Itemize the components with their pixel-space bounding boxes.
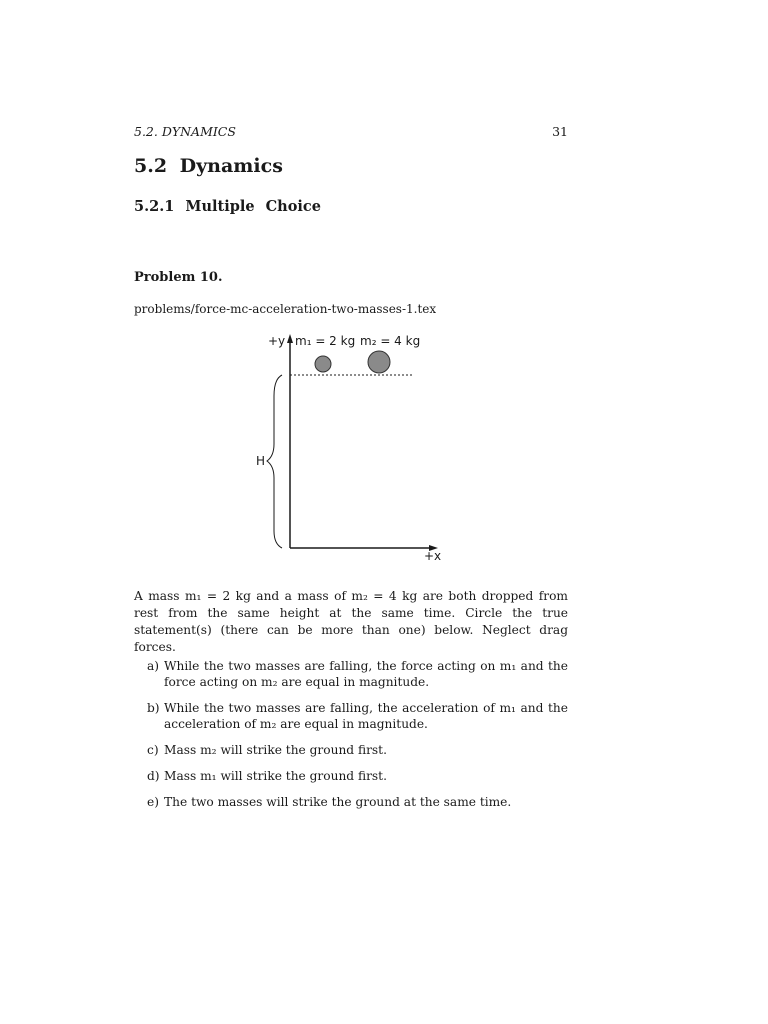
choice-d	[134, 768, 568, 784]
section-title: 5.2 Dynamics	[134, 155, 283, 177]
y-axis-label: +y	[268, 334, 286, 348]
y-axis-arrowhead	[287, 334, 293, 343]
choice-marker: d)	[147, 769, 160, 783]
mass-2-label: m₂ = 4 kg	[360, 334, 421, 348]
x-axis-label: +x	[424, 549, 442, 563]
choice-b	[134, 700, 568, 732]
choice-text: While the two masses are falling, the acceleration of m₁ and the acceleration of m₂ are equal in magnitude.	[164, 701, 568, 731]
page-number: 31	[552, 124, 568, 139]
choice-text: While the two masses are falling, the force acting on m₁ and the force acting on m₂ are equal in magnitude.	[164, 659, 568, 689]
two-masses-figure	[250, 326, 450, 566]
mass-1-ball	[315, 356, 331, 372]
mass-2-ball	[368, 351, 390, 373]
answer-choices	[134, 658, 568, 820]
choice-text: Mass m₁ will strike the ground first.	[164, 769, 387, 783]
choice-e	[134, 794, 568, 810]
choice-marker: b)	[147, 701, 160, 715]
problem-file-path: problems/force-mc-acceleration-two-masses-1.tex	[134, 302, 437, 316]
choice-text: Mass m₂ will strike the ground first.	[164, 743, 387, 757]
height-brace	[267, 375, 282, 548]
problem-title: Problem 10.	[134, 270, 223, 285]
subsection-title: 5.2.1 Multiple Choice	[134, 198, 321, 215]
problem-statement: A mass m₁ = 2 kg and a mass of m₂ = 4 kg are both dropped from rest from the same height at the same time. Circle the true statement(s) (there can be more than one) below. Neglect drag forces.	[134, 589, 568, 654]
choice-text: The two masses will strike the ground at the same time.	[164, 795, 512, 809]
height-label: H	[256, 454, 266, 468]
choice-a	[134, 658, 568, 690]
choice-marker: a)	[147, 659, 160, 673]
mass-1-label: m₁ = 2 kg	[295, 334, 356, 348]
choice-marker: e)	[147, 795, 159, 809]
running-head: 5.2. DYNAMICS	[134, 124, 236, 139]
choice-marker: c)	[147, 743, 159, 757]
choice-c	[134, 742, 568, 758]
